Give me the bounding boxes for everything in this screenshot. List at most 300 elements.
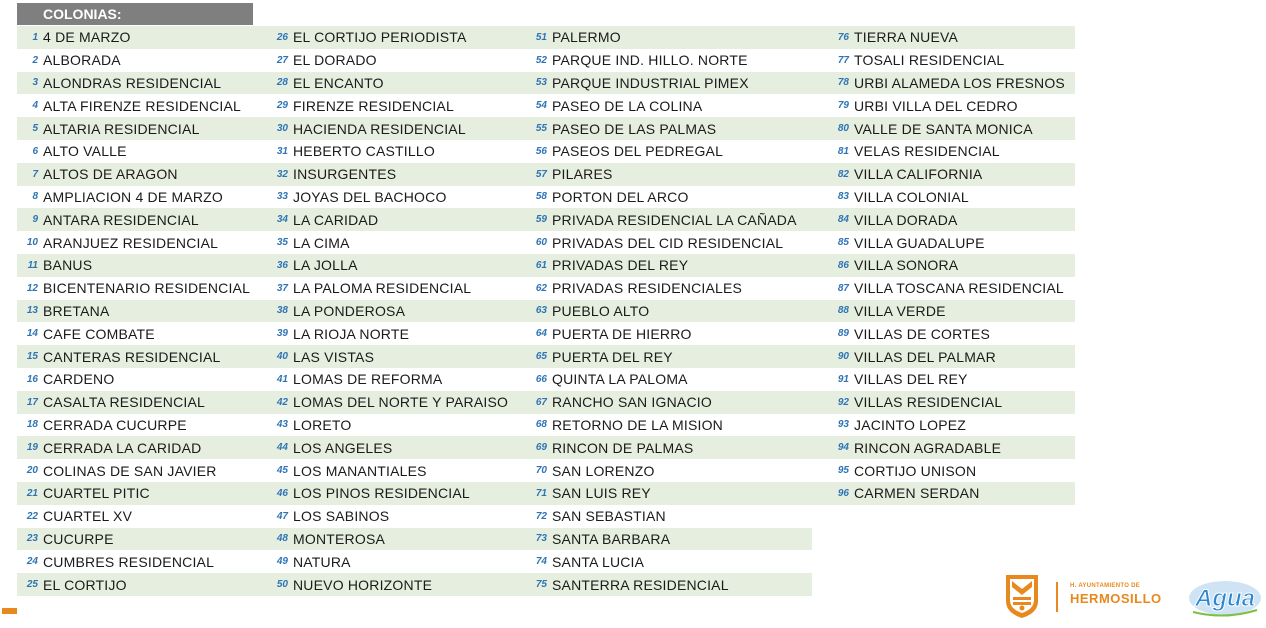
colonia-name: JACINTO LOPEZ [854,416,967,433]
colonia-number: 36 [276,259,288,271]
colonia-row [17,26,253,49]
colonia-name: PALERMO [552,29,621,46]
colonia-number: 93 [837,419,849,431]
colonia-row [253,550,511,573]
colonia-number: 31 [276,145,288,157]
colonia-number: 85 [837,237,849,249]
colonia-row [253,277,511,300]
colonia-number: 76 [837,31,849,43]
hermosillo-crest-icon [1004,573,1040,619]
colonia-number: 24 [26,556,38,568]
colonia-name: CASALTA RESIDENCIAL [43,394,205,411]
colonia-name: EL CORTIJO [43,576,127,593]
colonia-name: PRIVADA RESIDENCIAL LA CAÑADA [552,211,797,228]
colonia-number: 70 [535,465,547,477]
colonia-name: RINCON DE PALMAS [552,439,694,456]
colonia-number: 49 [276,556,288,568]
colonia-row [812,231,1075,254]
colonia-name: VILLA COLONIAL [854,188,969,205]
colonia-row [253,208,511,231]
colonia-number: 21 [26,487,38,499]
colonia-row [17,186,253,209]
colonia-row [511,436,812,459]
colonia-number: 92 [837,396,849,408]
colonia-row [17,300,253,323]
colonia-row [812,186,1075,209]
colonia-number: 53 [535,77,547,89]
colonia-name: INSURGENTES [293,166,397,183]
colonia-name: VILLA DORADA [854,211,958,228]
colonia-row [17,49,253,72]
colonia-row [511,49,812,72]
colonia-row [17,163,253,186]
colonia-name: RINCON AGRADABLE [854,439,1002,456]
colonia-name: PRIVADAS DEL REY [552,257,689,274]
colonia-row [253,49,511,72]
agua-logo-text: Agua [1195,585,1255,612]
colonia-name: AMPLIACION 4 DE MARZO [43,188,224,205]
colonia-name: VILLAS DEL REY [854,371,968,388]
colonia-row [17,550,253,573]
colonia-name: VALLE DE SANTA MONICA [854,120,1033,137]
colonia-number: 13 [26,305,38,317]
colonia-number: 75 [535,579,547,591]
colonia-name: URBI ALAMEDA LOS FRESNOS [854,74,1065,91]
colonia-row [17,72,253,95]
agua-logo [1185,574,1263,620]
colonia-number: 16 [26,373,38,385]
colonia-row [253,459,511,482]
colonia-name: CAFE COMBATE [43,325,155,342]
logo-divider [1056,582,1058,612]
colonia-name: LA CIMA [293,234,350,251]
colonia-number: 57 [535,168,547,180]
colonia-row [511,300,812,323]
colonia-number: 47 [276,510,288,522]
colonia-name: LA CARIDAD [293,211,379,228]
colonia-row [511,140,812,163]
footer-logos [1000,570,1266,628]
colonia-row [812,208,1075,231]
colonia-number: 52 [535,54,547,66]
colonia-row [511,459,812,482]
colonia-name: EL ENCANTO [293,74,384,91]
colonia-name: COLINAS DE SAN JAVIER [43,462,217,479]
colonia-name: PRIVADAS DEL CID RESIDENCIAL [552,234,784,251]
colonia-row [17,208,253,231]
colonia-number: 41 [276,373,288,385]
colonia-number: 64 [535,328,547,340]
colonia-name: ALTOS DE ARAGON [43,166,178,183]
colonia-row [17,117,253,140]
colonias-header [17,3,253,25]
colonia-row [812,254,1075,277]
colonia-number: 80 [837,123,849,135]
colonia-number: 40 [276,351,288,363]
orange-corner-mark [2,608,17,614]
colonia-name: PORTON DEL ARCO [552,188,689,205]
colonia-row [812,459,1075,482]
colonia-name: LOMAS DEL NORTE Y PARAISO [293,394,509,411]
colonia-name: SAN LUIS REY [552,485,651,502]
colonia-row [253,322,511,345]
colonia-number: 78 [837,77,849,89]
colonia-row [511,72,812,95]
colonia-number: 25 [26,579,38,591]
colonia-name: VILLAS DEL PALMAR [854,348,996,365]
colonia-name: PILARES [552,166,613,183]
colonia-name: ALBORADA [43,52,121,69]
colonia-name: QUINTA LA PALOMA [552,371,688,388]
colonia-number: 20 [26,465,38,477]
colonia-name: PASEO DE LA COLINA [552,97,703,114]
colonia-number: 73 [535,533,547,545]
colonia-name: LA PONDEROSA [293,302,406,319]
colonia-row [511,94,812,117]
colonia-name: JOYAS DEL BACHOCO [293,188,447,205]
colonia-number: 82 [837,168,849,180]
colonia-number: 38 [276,305,288,317]
colonia-name: CUMBRES RESIDENCIAL [43,553,215,570]
colonia-name: NATURA [293,553,351,570]
colonia-row [812,49,1075,72]
colonia-name: ALTO VALLE [43,143,127,160]
colonia-number: 5 [32,123,38,135]
colonia-number: 84 [837,214,849,226]
colonia-number: 10 [26,237,38,249]
colonia-number: 77 [837,54,849,66]
colonia-row [17,391,253,414]
colonias-column-2 [253,26,511,596]
colonia-row [17,322,253,345]
colonia-name: LOS MANANTIALES [293,462,427,479]
colonia-name: LOMAS DE REFORMA [293,371,443,388]
colonia-row [253,117,511,140]
colonia-row [17,436,253,459]
colonia-name: HACIENDA RESIDENCIAL [293,120,466,137]
colonia-row [511,528,812,551]
org-name-line1: H. AYUNTAMIENTO DE [1070,583,1141,589]
colonia-row [253,368,511,391]
colonia-name: VILLA CALIFORNIA [854,166,983,183]
colonia-number: 18 [26,419,38,431]
colonia-number: 3 [32,77,38,89]
colonia-row [17,277,253,300]
colonia-row [253,391,511,414]
colonia-name: SANTA LUCIA [552,553,645,570]
colonia-name: PARQUE IND. HILLO. NORTE [552,52,748,69]
colonia-number: 94 [837,442,849,454]
colonia-row [812,94,1075,117]
colonia-row [17,459,253,482]
colonia-name: MONTEROSA [293,530,386,547]
colonia-number: 30 [276,123,288,135]
colonia-number: 61 [535,259,547,271]
colonias-column-3 [511,26,812,596]
colonia-row [511,26,812,49]
colonia-number: 28 [276,77,288,89]
colonia-name: LAS VISTAS [293,348,375,365]
colonias-column-1 [17,26,253,596]
colonia-name: BICENTENARIO RESIDENCIAL [43,280,251,297]
colonia-name: NUEVO HORIZONTE [293,576,433,593]
colonia-name: LA PALOMA RESIDENCIAL [293,280,472,297]
colonia-row [812,300,1075,323]
colonia-row [812,140,1075,163]
colonia-number: 8 [32,191,38,203]
colonia-name: URBI VILLA DEL CEDRO [854,97,1018,114]
colonia-name: VILLAS RESIDENCIAL [854,394,1003,411]
colonia-name: FIRENZE RESIDENCIAL [293,97,454,114]
colonia-row [511,573,812,596]
colonia-name: LA RIOJA NORTE [293,325,410,342]
colonia-name: CUARTEL XV [43,508,133,525]
colonia-number: 87 [837,282,849,294]
colonia-name: CANTERAS RESIDENCIAL [43,348,221,365]
colonia-row [17,94,253,117]
colonia-number: 23 [26,533,38,545]
colonia-number: 81 [837,145,849,157]
colonia-name: BRETANA [43,302,110,319]
colonia-name: VILLA VERDE [854,302,946,319]
colonia-name: VILLA GUADALUPE [854,234,985,251]
colonia-name: CERRADA LA CARIDAD [43,439,202,456]
colonia-row [17,573,253,596]
colonia-row [253,505,511,528]
colonia-number: 89 [837,328,849,340]
colonia-row [253,186,511,209]
colonia-name: CUCURPE [43,530,114,547]
colonia-number: 55 [535,123,547,135]
colonia-row [812,277,1075,300]
colonia-row [253,94,511,117]
colonia-row [253,414,511,437]
colonia-row [511,550,812,573]
colonia-number: 39 [276,328,288,340]
colonia-name: SAN LORENZO [552,462,655,479]
colonia-name: BANUS [43,257,93,274]
colonia-name: TIERRA NUEVA [854,29,959,46]
colonia-number: 72 [535,510,547,522]
colonia-name: VELAS RESIDENCIAL [854,143,1000,160]
colonia-number: 62 [535,282,547,294]
colonia-row [812,322,1075,345]
colonia-number: 44 [276,442,288,454]
colonia-row [511,482,812,505]
colonia-number: 54 [535,100,547,112]
colonia-name: SANTA BARBARA [552,530,671,547]
colonia-name: ANTARA RESIDENCIAL [43,211,199,228]
colonia-number: 79 [837,100,849,112]
colonia-number: 34 [276,214,288,226]
colonia-row [253,436,511,459]
colonia-number: 96 [837,487,849,499]
colonia-name: SANTERRA RESIDENCIAL [552,576,729,593]
colonia-row [511,186,812,209]
colonia-row [253,254,511,277]
colonia-number: 59 [535,214,547,226]
colonia-name: EL DORADO [293,52,377,69]
colonia-name: LOS PINOS RESIDENCIAL [293,485,470,502]
colonia-row [511,368,812,391]
colonia-row [253,345,511,368]
colonia-number: 56 [535,145,547,157]
colonia-number: 74 [535,556,547,568]
colonia-row [511,163,812,186]
colonia-row [511,322,812,345]
colonia-row [812,391,1075,414]
colonia-name: EL CORTIJO PERIODISTA [293,29,467,46]
colonia-row [253,300,511,323]
colonia-row [253,482,511,505]
colonia-row [253,72,511,95]
colonia-name: CUARTEL PITIC [43,485,150,502]
colonia-name: PUERTA DE HIERRO [552,325,692,342]
colonia-row [812,117,1075,140]
colonia-name: CERRADA CUCURPE [43,416,187,433]
colonia-name: PARQUE INDUSTRIAL PIMEX [552,74,749,91]
colonia-name: PUERTA DEL REY [552,348,673,365]
colonia-name: CARDENO [43,371,115,388]
colonia-number: 67 [535,396,547,408]
colonia-number: 12 [26,282,38,294]
colonia-row [17,254,253,277]
colonia-row [253,26,511,49]
colonia-number: 48 [276,533,288,545]
colonia-number: 65 [535,351,547,363]
colonia-name: LORETO [293,416,352,433]
colonia-number: 22 [26,510,38,522]
colonia-row [17,528,253,551]
colonia-number: 29 [276,100,288,112]
colonia-row [511,231,812,254]
org-name-line2: HERMOSILLO [1070,591,1162,606]
colonia-number: 9 [32,214,38,226]
colonia-number: 66 [535,373,547,385]
colonia-number: 51 [535,31,547,43]
colonia-number: 60 [535,237,547,249]
colonia-number: 71 [535,487,547,499]
colonia-number: 6 [32,145,38,157]
colonia-row [511,208,812,231]
colonia-number: 14 [26,328,38,340]
colonia-row [17,482,253,505]
colonia-name: PASEOS DEL PEDREGAL [552,143,724,160]
colonia-number: 63 [535,305,547,317]
colonia-number: 37 [276,282,288,294]
colonia-row [511,254,812,277]
colonia-number: 68 [535,419,547,431]
colonia-row [17,345,253,368]
colonia-name: CARMEN SERDAN [854,485,980,502]
colonia-row [253,163,511,186]
colonia-row [812,414,1075,437]
colonia-row [812,436,1075,459]
colonia-number: 88 [837,305,849,317]
colonia-row [812,72,1075,95]
colonia-number: 27 [276,54,288,66]
colonia-number: 2 [32,54,38,66]
colonia-number: 4 [32,100,38,112]
colonia-name: RANCHO SAN IGNACIO [552,394,712,411]
colonia-number: 1 [32,31,38,43]
colonia-name: CORTIJO UNISON [854,462,977,479]
colonia-row [812,163,1075,186]
colonia-row [812,345,1075,368]
colonia-row [253,140,511,163]
colonia-number: 86 [837,259,849,271]
colonia-number: 69 [535,442,547,454]
colonia-number: 33 [276,191,288,203]
colonia-row [511,345,812,368]
colonia-name: VILLA SONORA [854,257,959,274]
colonia-number: 58 [535,191,547,203]
colonia-number: 11 [27,259,38,271]
colonia-row [812,482,1075,505]
colonias-title: COLONIAS: [43,6,122,22]
colonia-row [17,231,253,254]
colonia-number: 35 [276,237,288,249]
colonia-name: ALTA FIRENZE RESIDENCIAL [43,97,241,114]
colonia-name: 4 DE MARZO [43,29,131,46]
colonia-name: PASEO DE LAS PALMAS [552,120,717,137]
colonia-name: PRIVADAS RESIDENCIALES [552,280,743,297]
colonia-name: PUEBLO ALTO [552,302,650,319]
colonia-name: ALTARIA RESIDENCIAL [43,120,200,137]
colonia-number: 32 [276,168,288,180]
colonia-name: LOS ANGELES [293,439,393,456]
colonia-number: 7 [32,168,38,180]
colonia-row [17,505,253,528]
colonia-row [17,414,253,437]
colonia-name: LOS SABINOS [293,508,390,525]
colonia-name: TOSALI RESIDENCIAL [854,52,1005,69]
colonia-row [812,26,1075,49]
colonia-name: VILLAS DE CORTES [854,325,990,342]
colonia-row [812,368,1075,391]
colonia-row [511,117,812,140]
colonia-row [511,505,812,528]
colonia-name: RETORNO DE LA MISION [552,416,723,433]
colonia-number: 46 [276,487,288,499]
colonia-number: 19 [26,442,38,454]
colonia-name: ALONDRAS RESIDENCIAL [43,74,222,91]
colonia-row [253,573,511,596]
colonia-name: SAN SEBASTIAN [552,508,666,525]
colonia-name: HEBERTO CASTILLO [293,143,435,160]
colonia-row [17,368,253,391]
colonia-number: 83 [837,191,849,203]
colonia-number: 91 [837,373,849,385]
colonia-row [511,391,812,414]
colonia-number: 43 [276,419,288,431]
colonia-number: 42 [276,396,288,408]
colonia-number: 17 [26,396,38,408]
colonia-row [511,277,812,300]
colonia-name: ARANJUEZ RESIDENCIAL [43,234,219,251]
colonia-row [253,528,511,551]
colonia-number: 95 [837,465,849,477]
colonia-row [253,231,511,254]
colonias-column-4 [812,26,1075,505]
colonia-number: 26 [276,31,288,43]
colonia-name: LA JOLLA [293,257,358,274]
colonia-number: 15 [26,351,38,363]
colonia-row [511,414,812,437]
colonia-row [17,140,253,163]
colonia-number: 90 [837,351,849,363]
colonia-name: VILLA TOSCANA RESIDENCIAL [854,280,1064,297]
